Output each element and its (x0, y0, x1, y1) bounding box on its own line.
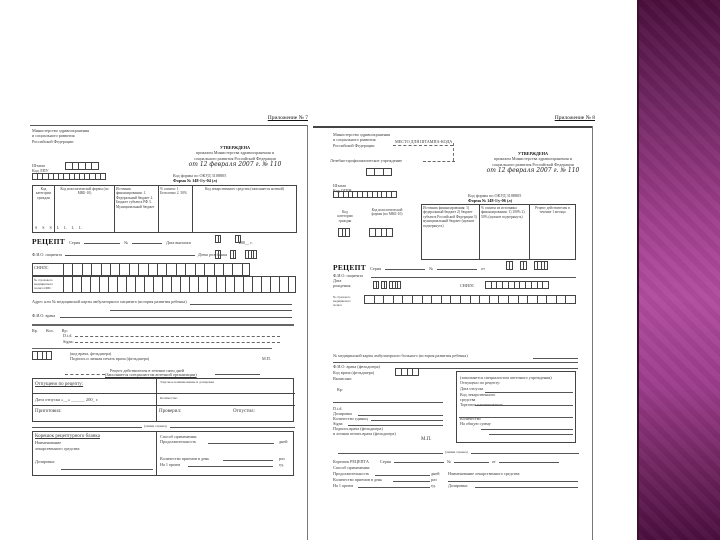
pharmacy-box: (заполняется специалистом аптечного учреждения) Отпущено по рецепту: Дата отпуска Код лекарственного средства Торговое наименование Количество На общую сумму (456, 371, 576, 443)
spine-per-dose-field[interactable] (358, 487, 430, 488)
separator-2 (32, 348, 272, 349)
spine-dosage-field[interactable] (475, 487, 578, 488)
cut-line: (линия отрыва) (445, 450, 468, 454)
recipe-title: РЕЦЕПТ (32, 237, 66, 246)
financing-table: Источник финансирования: 1) федеральный бюджет 2) бюджет субъекта Российской Федерации 3) муниципальный бюджет (нужное подчеркнуть) % оплаты из источника финансирования: 1) 100% 2) 50% (нужное подчеркнуть) Рецепт действителен в течение 1 месяца (421, 204, 576, 260)
month-cells[interactable] (235, 235, 241, 243)
card-field[interactable] (533, 358, 578, 359)
prescription-form-148-1-06: Приложение № 8 Министерство здравоохранения и социального развития Российской Федерации МЕСТО ДЛЯ ШТАМПА-КОДА Лечебно-профилактическое учреждение УТВЕРЖДЕНА приказом Министерства здравоохранения и социального развития Российской Федерации от 12 февраля 2007 г. № 110 Штамп Код ОГРН Код формы по ОКУД 3108805 Форма № 148-1/у-06 (л) Код категории граждан Код нозологической формы (по МКБ-10) Источник финансирования: 1) федеральный бюджет 2) бюджет субъекта Российской Федерации 3) муниципальный бюджет (нужное подчеркнуть) % оплаты из источника финансирования: 1) 100% 2) 50% (нужное подчеркнуть) Рецепт действителен в течение 1 месяца РЕЦЕПТ Серия № от Ф.И.О. пациента Дата рождения СНИЛС № страхового медицинского полиса № медицинской карты амбулаторного больного (история развития ребенка) Ф.И.О. врача (фельдшера) Код врача (фельдшера) Выписано: Rp: D.t.d. Дозировка Количество единиц Signa Подпись врача (фельдшера) и личная печать врача (фельдшера) М.П. (заполняется специалистом аптечного учреждения) Отпущено по рецепту: Дата отпуска Код лекарственного средства Торговое наименование Количество На общую сумму (линия отрыва) Корешок РЕЦЕПТА Серия № от Способ применения: Продолжительность дней Наименование лекарственного средства: Количество приемов в день раз На 1 прием ед. Дозировка: (313, 115, 593, 540)
codes-table: Код категории граждан Код нозологической формы (по МКБ-10) Источник финансирования: 1. Федеральный бюджет 2. Бюджет субъекта РФ 3. Муниципальный бюджет % оплаты: 1. Бесплатно 2. 50% Код лекарственного средства (заполняется аптекой) (32, 185, 297, 233)
number-field[interactable] (437, 269, 477, 270)
series-field[interactable] (84, 243, 120, 244)
policy-row[interactable]: № страхового медицинского полиса ОМС (32, 276, 296, 293)
address-field-2[interactable] (110, 310, 292, 311)
rp-header: Rp. Кол. Rp: (32, 328, 68, 333)
birth-day-cells[interactable] (373, 281, 379, 289)
policy-cells[interactable] (364, 295, 576, 304)
patient-name-field[interactable] (65, 255, 195, 256)
recipe-row: РЕЦЕПТ Серия № от (333, 263, 485, 272)
recipe-title: РЕЦЕПТ (333, 263, 367, 272)
spine-header: Корешок РЕЦЕПТА Серия № от (333, 459, 559, 464)
date-day-cells[interactable] (506, 261, 513, 270)
rp-field[interactable] (333, 402, 443, 403)
patient-row: Ф.И.О. пациента Дата рождения (32, 252, 228, 257)
code-cells: S S S L L L L (35, 225, 82, 230)
series-field[interactable] (385, 269, 425, 270)
right-rule (307, 125, 308, 540)
form-codes: Код формы по ОКУД 3108805 Форма № 148-1/у-06 (л) (468, 193, 522, 204)
doctor-name-field[interactable] (398, 368, 578, 369)
quantity-units-field[interactable] (371, 420, 443, 421)
nosology-cells[interactable] (369, 228, 393, 237)
rp-field-2[interactable] (75, 342, 280, 343)
top-rule (30, 125, 308, 126)
doctor-code-cells[interactable] (395, 368, 419, 376)
dispense-date-field[interactable] (485, 392, 573, 393)
prescription-form-148-1-04: Приложение № 7 Министерство здравоохранения и социального развития Российской Федерации УТВЕРЖДЕНА приказом Министерства здравоохранения и социального развития Российской Федерации от 12 февраля 2007 г. № 110 Штамп Код ЛПУ Код формы по ОКУД 3108805 Форма № 148-1/у-04 (л) Код категории граждан Код нозологической формы (по МКБ-10) Источник финансирования: 1. Федеральный бюджет 2. Бюджет субъекта РФ 3. Муниципальный бюджет % оплаты: 1. Бесплатно 2. 50% Код лекарственного средства (заполняется аптекой) S S S L L L L РЕЦЕПТ Серия № Дата выписки 200__ г. Ф.И.О. пациента Дата рождения СНИЛС № страхового медицинского полиса ОМС Адрес или № медицинской карты амбулаторного пациента (история развития ребенка) Ф.И.О. врача Rp. Кол. Rp: D.t.d. Signa: (код врача, фельдшера) Подпись и личная печать врача (фельдшера) М.П. Рецепт действителен в течение пяти дней (Заполняется специалистом аптечной организации) Отпущено по рецепту: Торговое наименование и дозировка Дата отпуска «__» ______ 200_ г. Количество Приготовил: Проверил: Отпустил: (линия отрыва) Корешок рецептурного бланка Наименование лекарственного средства: Дозировка: Способ применения: Продолжительность дней Количество приемов в день раз На 1 прием ед. (30, 115, 308, 540)
spine-duration-field[interactable] (375, 475, 430, 476)
spine-times-field[interactable] (393, 481, 430, 482)
duration-field[interactable] (208, 443, 274, 444)
decorative-side-panel (637, 0, 720, 540)
day-cells[interactable] (215, 235, 221, 243)
approval-block: УТВЕРЖДЕНА приказом Министерства здравоохранения и социального развития Российской Федерации от 12 февраля 2007 г. № 110 (188, 145, 282, 168)
address-block: Адрес или № медицинской карты амбулаторного пациента (история развития ребенка) (32, 299, 187, 304)
approval-block: УТВЕРЖДЕНА приказом Министерства здравоохранения и социального развития Российской Федерации от 12 февраля 2007 г. № 110 (486, 151, 580, 174)
dosage-field[interactable] (61, 469, 153, 470)
quantity-field[interactable] (481, 429, 573, 430)
patient-name-field[interactable] (371, 277, 576, 278)
birth-month-cells[interactable] (381, 281, 387, 289)
ogrn-cells[interactable] (333, 191, 397, 198)
doctor-name-field[interactable] (60, 317, 292, 318)
appendix-label: Приложение № 8 (554, 115, 595, 121)
appendix-label: Приложение № 7 (267, 115, 308, 121)
spine-section: Корешок рецептурного бланка Наименование лекарственного средства: Дозировка: Способ применения: Продолжительность дней Количество приемов в день раз На 1 прием ед. (32, 431, 294, 476)
stamp-place-label: МЕСТО ДЛЯ ШТАМПА-КОДА (395, 139, 453, 144)
birth-year-cells[interactable] (389, 281, 401, 289)
address-field[interactable] (190, 304, 292, 305)
dosage-field[interactable] (358, 415, 443, 416)
ministry-header: Министерство здравоохранения и социального развития Российской Федерации (32, 128, 90, 144)
ministry-header: Министерство здравоохранения и социального развития Российской Федерации (333, 132, 391, 148)
top-rule (313, 126, 593, 128)
separator (32, 324, 294, 326)
stamp-label: Штамп Код ЛПУ (32, 163, 49, 174)
lpu-code-cells (32, 173, 106, 180)
institution-cells[interactable] (366, 168, 392, 176)
times-field[interactable] (223, 460, 273, 461)
birth-day-cells[interactable] (215, 250, 221, 259)
date-month-cells[interactable] (520, 261, 527, 270)
rp-field-1[interactable] (75, 336, 280, 337)
recipe-row: РЕЦЕПТ Серия № Дата выписки 200__ г. (32, 237, 253, 246)
birth-month-cells[interactable] (230, 250, 236, 259)
snils-row[interactable]: СНИЛС (32, 263, 250, 276)
doctor-code-cells[interactable] (32, 351, 52, 360)
right-rule (592, 126, 593, 540)
date-year-cells[interactable] (534, 261, 548, 270)
snils-cells[interactable] (485, 281, 549, 289)
per-dose-field[interactable] (188, 466, 273, 467)
category-cells[interactable] (338, 228, 350, 237)
dispensed-table: Отпущено по рецепту: Торговое наименование и дозировка Дата отпуска «__» ______ 200_ г. Количество Приготовил: Проверил: Отпустил: (32, 378, 294, 422)
total-field[interactable] (489, 434, 573, 435)
number-field[interactable] (132, 243, 162, 244)
form-codes: Код формы по ОКУД 3108805 Форма № 148-1/у-04 (л) (173, 173, 227, 184)
ogrn-label: Штамп Код ОГРН (333, 183, 352, 194)
stamp-cells (65, 162, 99, 170)
drug-code-field[interactable] (475, 405, 573, 406)
cut-line: (линия отрыва) (144, 424, 167, 428)
birth-year-cells[interactable] (245, 250, 257, 259)
